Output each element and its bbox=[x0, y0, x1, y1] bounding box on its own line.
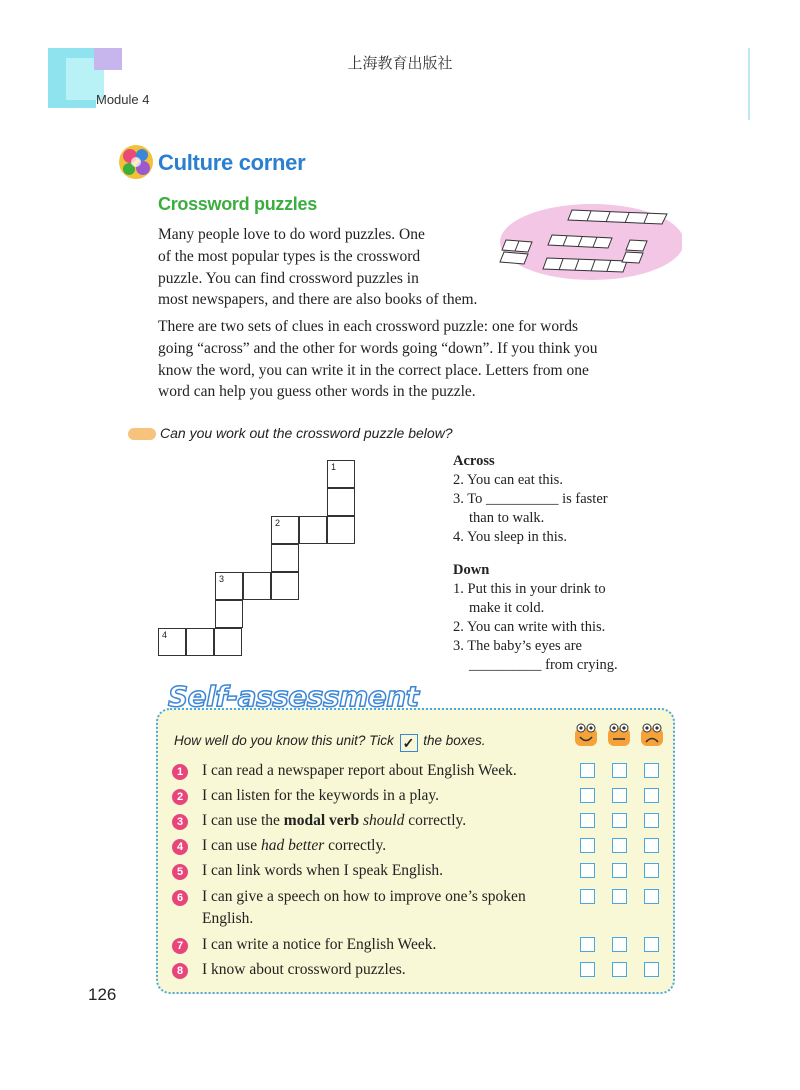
clue-number: 4 bbox=[162, 630, 168, 640]
clue-number: 3 bbox=[219, 574, 225, 584]
grid-cell[interactable] bbox=[271, 572, 299, 600]
item-text: I can read a newspaper report about English Week. bbox=[202, 762, 517, 779]
module-label: Module 4 bbox=[96, 92, 150, 107]
item-text: I can listen for the keywords in a play. bbox=[202, 787, 440, 804]
item-number: 7 bbox=[172, 938, 188, 954]
rating-checkbox[interactable] bbox=[644, 889, 659, 904]
text-line: There are two sets of clues in each crossword puzzle: one for words bbox=[158, 318, 579, 335]
item-text: I can link words when I speak English. bbox=[202, 862, 444, 879]
section-title: Culture corner bbox=[158, 150, 306, 175]
text-line: word can help you guess other words in the puzzle. bbox=[158, 383, 476, 401]
rating-checkbox[interactable] bbox=[644, 962, 659, 977]
rating-checkbox[interactable] bbox=[612, 863, 627, 878]
rating-checkbox[interactable] bbox=[612, 788, 627, 803]
grid-cell[interactable] bbox=[327, 488, 355, 516]
exercise-question: Can you work out the crossword puzzle below? bbox=[160, 425, 453, 441]
rating-checkbox[interactable] bbox=[612, 813, 627, 828]
rating-checkbox[interactable] bbox=[612, 763, 627, 778]
clue-item bbox=[453, 528, 653, 547]
text-line: know the word, you can write it in the correct place. Letters from one bbox=[158, 361, 589, 379]
grid-cell[interactable] bbox=[299, 516, 327, 544]
clue-text: __________ from crying. bbox=[469, 657, 618, 673]
rating-checkbox[interactable] bbox=[644, 838, 659, 853]
down-heading: Down bbox=[453, 562, 490, 578]
rating-checkbox[interactable] bbox=[644, 937, 659, 952]
clue-text: 2. You can write with this. bbox=[453, 619, 606, 635]
item-number: 2 bbox=[172, 789, 188, 805]
item-number: 8 bbox=[172, 963, 188, 979]
rating-checkbox[interactable] bbox=[612, 962, 627, 977]
rating-checkbox[interactable] bbox=[580, 889, 595, 904]
text-run-italic: should bbox=[363, 812, 405, 829]
grid-cell[interactable] bbox=[214, 628, 242, 656]
rating-checkbox[interactable] bbox=[580, 838, 595, 853]
clue-text: 4. You sleep in this. bbox=[453, 529, 568, 545]
item-text: I can give a speech on how to improve one’s spoken English. bbox=[202, 888, 526, 927]
clue-text: than to walk. bbox=[469, 510, 545, 526]
question-marker bbox=[128, 428, 156, 440]
rating-checkbox[interactable] bbox=[580, 763, 595, 778]
grid-cell[interactable] bbox=[271, 516, 299, 544]
clue-number: 1 bbox=[331, 462, 337, 472]
item-number: 5 bbox=[172, 864, 188, 880]
clue-item bbox=[453, 618, 653, 637]
rating-checkbox[interactable] bbox=[644, 863, 659, 878]
tick-icon: ✓ bbox=[400, 734, 418, 752]
text-run-italic: had better bbox=[260, 837, 325, 854]
rating-checkbox[interactable] bbox=[580, 962, 595, 977]
item-number: 4 bbox=[172, 839, 188, 855]
self-assessment-title: Self-assessment bbox=[168, 680, 419, 713]
globe-icon bbox=[118, 144, 154, 180]
clues-list bbox=[453, 452, 653, 675]
publisher-title: 上海教育出版社 bbox=[347, 54, 453, 72]
grid-cell[interactable] bbox=[243, 572, 271, 600]
text-run: correctly. bbox=[404, 812, 467, 829]
grid-cell[interactable] bbox=[215, 600, 243, 628]
rating-checkbox[interactable] bbox=[580, 937, 595, 952]
grid-cell[interactable] bbox=[186, 628, 214, 656]
text-run: correctly. bbox=[324, 837, 387, 854]
clue-text: 2. You can eat this. bbox=[453, 472, 563, 488]
rating-checkbox[interactable] bbox=[612, 937, 627, 952]
self-assessment-question bbox=[174, 733, 486, 752]
grid-cell[interactable] bbox=[327, 460, 355, 488]
happy-face-icon bbox=[573, 722, 599, 748]
text-line: going “across” and the other for words going “down”. If you think you bbox=[158, 339, 598, 357]
text-run-bold: modal verb bbox=[283, 812, 360, 829]
clue-item bbox=[453, 490, 653, 528]
grid-cell[interactable] bbox=[271, 544, 299, 572]
clue-item bbox=[453, 637, 653, 675]
rating-checkbox[interactable] bbox=[644, 813, 659, 828]
item-number: 6 bbox=[172, 890, 188, 906]
crossword-illustration bbox=[492, 200, 682, 288]
clue-item bbox=[453, 471, 653, 490]
item-text: I can write a notice for English Week. bbox=[202, 936, 437, 953]
clue-text: make it cold. bbox=[469, 600, 545, 616]
page-number: 126 bbox=[88, 985, 117, 1004]
item-number: 3 bbox=[172, 814, 188, 830]
rating-checkbox[interactable] bbox=[580, 813, 595, 828]
clues-paragraph bbox=[158, 316, 678, 403]
clue-item bbox=[453, 580, 653, 618]
rating-checkbox[interactable] bbox=[644, 763, 659, 778]
neutral-face-icon bbox=[606, 722, 632, 748]
sad-face-icon bbox=[639, 722, 665, 748]
grid-cell[interactable] bbox=[158, 628, 186, 656]
text-run: I can use bbox=[202, 837, 261, 854]
clue-text: 1. Put this in your drink to bbox=[453, 581, 606, 597]
item-text bbox=[202, 810, 574, 832]
section-subtitle: Crossword puzzles bbox=[158, 194, 317, 214]
item-number: 1 bbox=[172, 764, 188, 780]
text-line: Many people love to do word puzzles. One bbox=[158, 226, 425, 243]
text-run: I can use the bbox=[202, 812, 284, 829]
rating-checkbox[interactable] bbox=[644, 788, 659, 803]
clue-text: 3. To __________ is faster bbox=[453, 491, 608, 507]
item-text bbox=[202, 835, 574, 857]
text-line: most newspapers, and there are also books of them. bbox=[158, 291, 478, 309]
intro-paragraph bbox=[158, 224, 528, 311]
item-text: I know about crossword puzzles. bbox=[202, 961, 406, 978]
question-text: the boxes. bbox=[423, 733, 486, 748]
question-text: How well do you know this unit? Tick bbox=[174, 733, 394, 748]
rating-checkbox[interactable] bbox=[580, 863, 595, 878]
rating-checkbox[interactable] bbox=[580, 788, 595, 803]
rating-checkbox[interactable] bbox=[612, 889, 627, 904]
rating-checkbox[interactable] bbox=[612, 838, 627, 853]
text-line: of the most popular types is the crossword bbox=[158, 247, 421, 265]
across-heading: Across bbox=[453, 453, 495, 469]
text-line: puzzle. You can find crossword puzzles in bbox=[158, 269, 419, 287]
clue-number: 2 bbox=[275, 518, 281, 528]
grid-cell[interactable] bbox=[327, 516, 355, 544]
grid-cell[interactable] bbox=[215, 572, 243, 600]
clue-text: 3. The baby’s eyes are bbox=[453, 638, 582, 654]
